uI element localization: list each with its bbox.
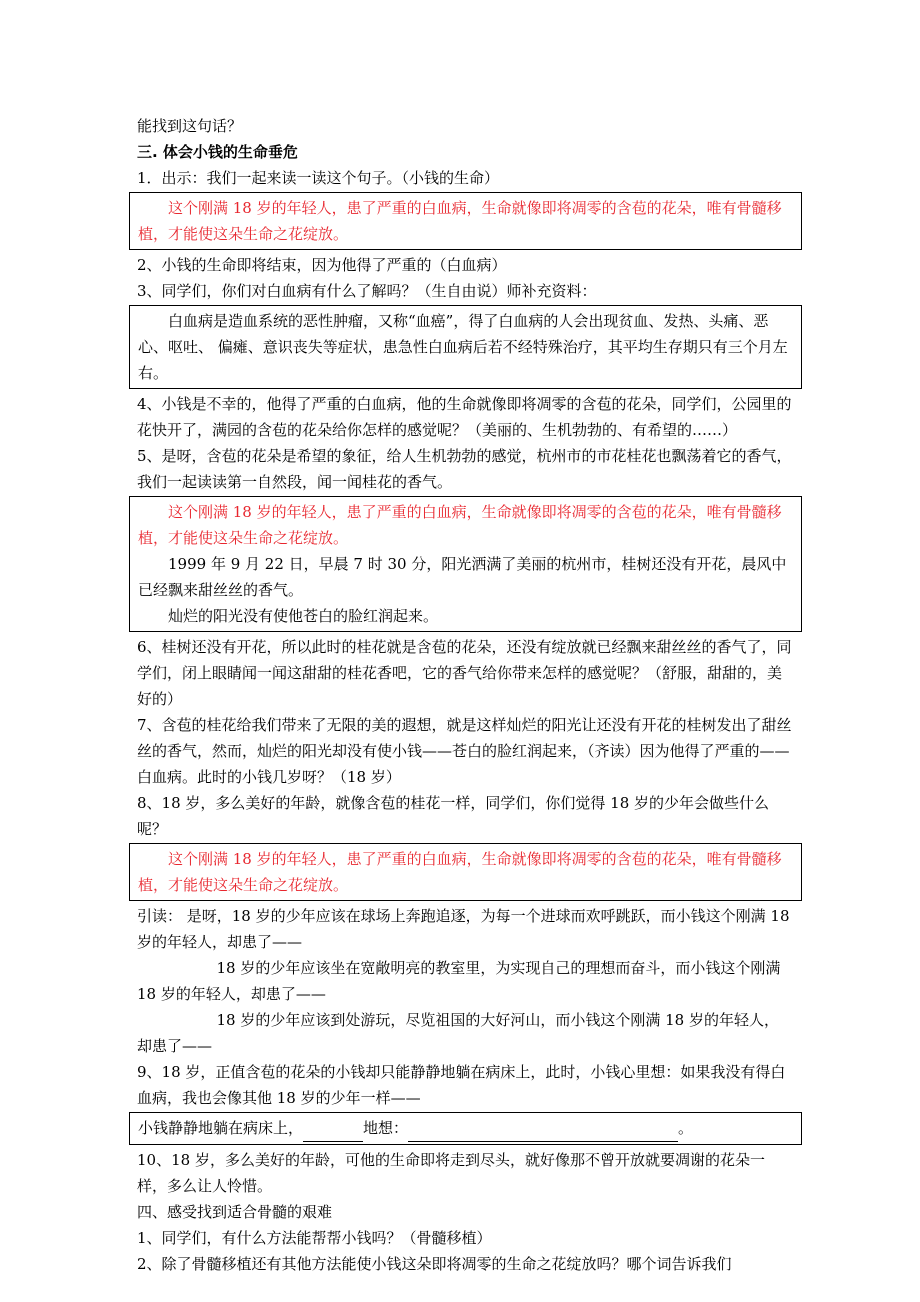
guided-reading-2: 18 岁的少年应该坐在宽敞明亮的教室里，为实现自己的理想而奋斗，而小钱这个刚满 18 岁的年轻人，却患了—— <box>137 959 781 1003</box>
leukemia-info: 白血病是造血系统的恶性肿瘤，又称“血癌”，得了白血病的人会出现贫血、发热、头痛、恶心、呕吐、 偏瘫、意识丧失等症状，患急性白血病后若不经特殊治疗，其平均生存期只有三个月左右。 <box>138 312 788 382</box>
key-sentence-box-1 <box>129 192 802 250</box>
item-9: 9、18 岁，正值含苞的花朵的小钱却只能静静地躺在病床上，此时，小钱心里想：如果我没有得白血病，我也会像其他 18 岁的少年一样—— <box>137 1063 786 1107</box>
blank-2[interactable] <box>408 1115 678 1142</box>
key-sentence: 这个刚满 18 岁的年轻人，患了严重的白血病，生命就像即将凋零的含苞的花朵，唯有骨髓移植，才能使这朵生命之花绽放。 <box>138 503 782 547</box>
leukemia-info-box <box>129 305 802 389</box>
reading-box <box>129 496 802 632</box>
fill-in-line <box>138 1115 793 1142</box>
section-4-title: 四、感受找到适合骨髓的艰难 <box>137 1203 333 1221</box>
fill-in-box <box>129 1112 802 1145</box>
intro-line: 能找到这句话？ <box>137 117 243 135</box>
section-4-item-2: 2、除了骨髓移植还有其他方法能使小钱这朵即将凋零的生命之花绽放吗？哪个词告诉我们 <box>137 1255 732 1273</box>
text-paragraph-2: 灿烂的阳光没有使他苍白的脸红润起来。 <box>168 607 439 625</box>
item-6: 6、桂树还没有开花，所以此时的桂花就是含苞的花朵，还没有绽放就已经飘来甜丝丝的香气了，同学们，闭上眼睛闻一闻这甜甜的桂花香吧，它的香气给你带来怎样的感觉呢？（舒服，甜甜的，美好的） <box>137 638 792 708</box>
item-10: 10、18 岁，多么美好的年龄，可他的生命即将走到尽头，就好像那不曾开放就要凋谢的花朵一样，多么让人怜惜。 <box>137 1151 765 1195</box>
item-1: 1．出示：我们一起来读一读这个句子。（小钱的生命） <box>137 169 500 187</box>
section-3-title: 三. 体会小钱的生命垂危 <box>137 143 298 161</box>
guided-reading-3: 18 岁的少年应该到处游玩，尽览祖国的大好河山，而小钱这个刚满 18 岁的年轻人，却患了—— <box>137 1011 779 1055</box>
fill-text-b: 地想： <box>363 1119 409 1137</box>
key-sentence-box-3 <box>129 843 802 901</box>
item-8: 8、18 岁，多么美好的年龄，就像含苞的桂花一样，同学们，你们觉得 18 岁的少年会做些什么呢？ <box>137 794 770 838</box>
document-body <box>137 113 792 1277</box>
item-3: 3、同学们，你们对白血病有什么了解吗？（生自由说）师补充资料： <box>137 282 597 300</box>
guided-reading-1: 引读： 是呀，18 岁的少年应该在球场上奔跑追逐，为每一个进球而欢呼跳跃，而小钱这个刚满 18 岁的年轻人，却患了—— <box>137 907 790 951</box>
fill-text-c: 。 <box>678 1119 694 1137</box>
item-4: 4、小钱是不幸的，他得了严重的白血病，他的生命就像即将凋零的含苞的花朵，同学们，公园里的花快开了，满园的含苞的花朵给你怎样的感觉呢？（美丽的、生机勃勃的、有希望的……） <box>137 395 792 439</box>
text-paragraph-1: 1999 年 9 月 22 日，早晨 7 时 30 分，阳光洒满了美丽的杭州市，桂树还没有开花，晨风中已经飘来甜丝丝的香气。 <box>138 555 787 599</box>
item-2: 2、小钱的生命即将结束，因为他得了严重的（白血病） <box>137 256 507 274</box>
fill-text-a: 小钱静静地躺在病床上， <box>138 1119 304 1137</box>
blank-1[interactable] <box>303 1115 363 1142</box>
section-4-item-1: 1、同学们，有什么方法能帮帮小钱吗？（骨髓移植） <box>137 1229 492 1247</box>
key-sentence: 这个刚满 18 岁的年轻人，患了严重的白血病，生命就像即将凋零的含苞的花朵，唯有骨髓移植，才能使这朵生命之花绽放。 <box>138 850 782 894</box>
item-5: 5、是呀，含苞的花朵是希望的象征，给人生机勃勃的感觉，杭州市的市花桂花也飘荡着它的香气，我们一起读读第一自然段，闻一闻桂花的香气。 <box>137 447 792 491</box>
key-sentence: 这个刚满 18 岁的年轻人，患了严重的白血病，生命就像即将凋零的含苞的花朵，唯有骨髓移植，才能使这朵生命之花绽放。 <box>138 199 782 243</box>
item-7: 7、含苞的桂花给我们带来了无限的美的遐想，就是这样灿烂的阳光让还没有开花的桂树发出了甜丝丝的香气，然而，灿烂的阳光却没有使小钱——苍白的脸红润起来，（齐读）因为他得了严重的——白血病。此时的小钱几岁呀？（18 岁） <box>137 716 792 786</box>
